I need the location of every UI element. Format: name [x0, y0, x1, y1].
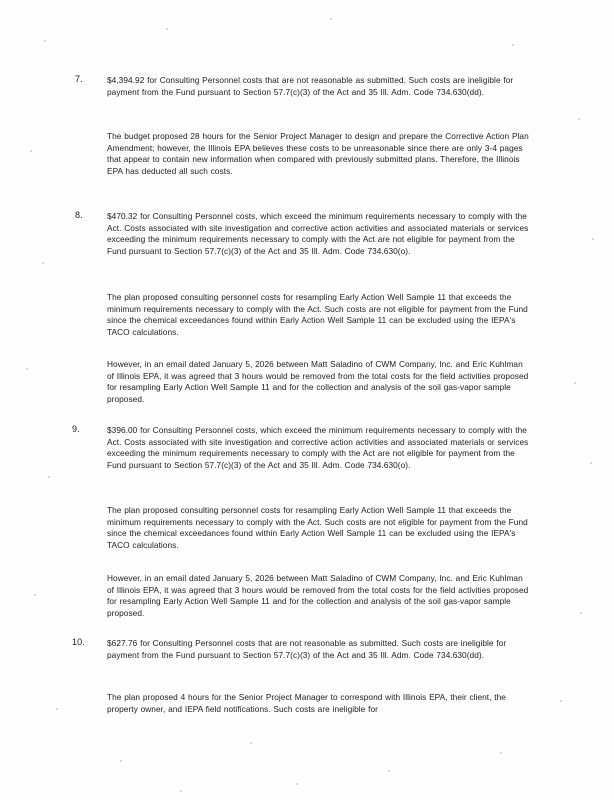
scan-speck: [574, 382, 576, 384]
scan-speck: [592, 238, 594, 240]
scan-speck: [500, 752, 502, 754]
scan-speck: [250, 742, 252, 744]
item-paragraph: $396.00 for Consulting Personnel costs, which exceed the minimum requirements necessary to comply with the Act. Costs associated with site investigation and corrective action activities and associated materials or services exceeding the minimum requirements necessary to comply with the Act are not eligible for payment from the Fund pursuant to Section 57.7(c)(3) of the Act and 35 Ill. Adm. Code 734.630(o).: [107, 425, 529, 470]
scan-speck: [26, 368, 28, 370]
scan-speck: [44, 40, 46, 42]
scan-speck: [560, 700, 562, 702]
item-paragraph: $470.32 for Consulting Personnel costs, which exceed the minimum requirements necessary to comply with the Act. Costs associated with site investigation and corrective action activities and associated materials or services exceeding the minimum requirements necessary to comply with the Act are not eligible for payment from the Fund pursuant to Section 57.7(c)(3) of the Act and 35 Ill. Adm. Code 734.630(o).: [107, 211, 529, 256]
item-paragraph: However, in an email dated January 5, 2026 between Matt Saladino of CWM Company, Inc. and Eric Kuhlman of Illinois EPA, it was agreed that 3 hours would be removed from the total costs for the field activities proposed for resampling Early Action Well Sample 11 and for the collection and analysis of the soil gas-vapor sample proposed.: [107, 573, 529, 618]
scan-speck: [56, 708, 58, 710]
item-number: 8.: [75, 210, 83, 220]
scan-speck: [388, 770, 390, 772]
item-number: 7.: [75, 74, 83, 84]
item-paragraph: The plan proposed 4 hours for the Senior Project Manager to correspond with Illinois EPA, their client, the property owner, and IEPA field notifications. Such costs are ineligible for: [107, 692, 506, 714]
item-number: 10.: [72, 637, 85, 647]
scan-speck: [166, 28, 168, 30]
scan-speck: [580, 612, 582, 614]
item-paragraph: The plan proposed consulting personnel costs for resampling Early Action Well Sample 11 that exceeds the minimum requirements necessary to comply with the Act. Such costs are not eligible for payment from the Fund since the chemical exceedances found within Early Action Well Sample 11 can be excluded using the IEPA's TACO calculations.: [107, 505, 528, 550]
scan-speck: [180, 790, 182, 792]
scan-speck: [34, 594, 36, 596]
scan-speck: [330, 18, 332, 20]
scan-speck: [512, 44, 514, 46]
scan-speck: [120, 760, 122, 762]
item-paragraph: The budget proposed 28 hours for the Senior Project Manager to design and prepare the Corrective Action Plan Amendment; however, the Illinois EPA believes these costs to be unreasonable since there are only 3-4 pages that appear to contain new information when compared with previously submitted plans. Therefore, the Illinois EPA has deducted all such costs.: [107, 131, 529, 176]
scan-speck: [590, 462, 592, 464]
scan-speck: [296, 783, 298, 785]
item-paragraph: $4,394.92 for Consulting Personnel costs that are not reasonable as submitted. Such costs are ineligible for payment from the Fund pursuant to Section 57.7(c)(3) of the Act and 35 Ill. Adm. Code 734.630(dd).: [107, 75, 514, 97]
item-number: 9.: [72, 424, 80, 434]
scan-speck: [42, 262, 44, 264]
item-paragraph: $627.76 for Consulting Personnel costs that are not reasonable as submitted. Such costs are ineligible for payment from the Fund pursuant to Section 57.7(c)(3) of the Act and 35 Ill. Adm. Code 734.630(dd).: [107, 638, 507, 660]
item-paragraph: The plan proposed consulting personnel costs for resampling Early Action Well Sample 11 that exceeds the minimum requirements necessary to comply with the Act. Such costs are not eligible for payment from the Fund since the chemical exceedances found within Early Action Well Sample 11 can be excluded using the IEPA's TACO calculations.: [107, 292, 528, 337]
scan-speck: [578, 118, 580, 120]
scan-speck: [30, 150, 32, 152]
item-paragraph: However, in an email dated January 5, 2026 between Matt Saladino of CWM Company, Inc. and Eric Kuhlman of Illinois EPA, it was agreed that 3 hours would be removed from the total costs for the field activities proposed for resampling Early Action Well Sample 11 and for the collection and analysis of the soil gas-vapor sample proposed.: [107, 359, 529, 404]
scan-speck: [48, 476, 50, 478]
